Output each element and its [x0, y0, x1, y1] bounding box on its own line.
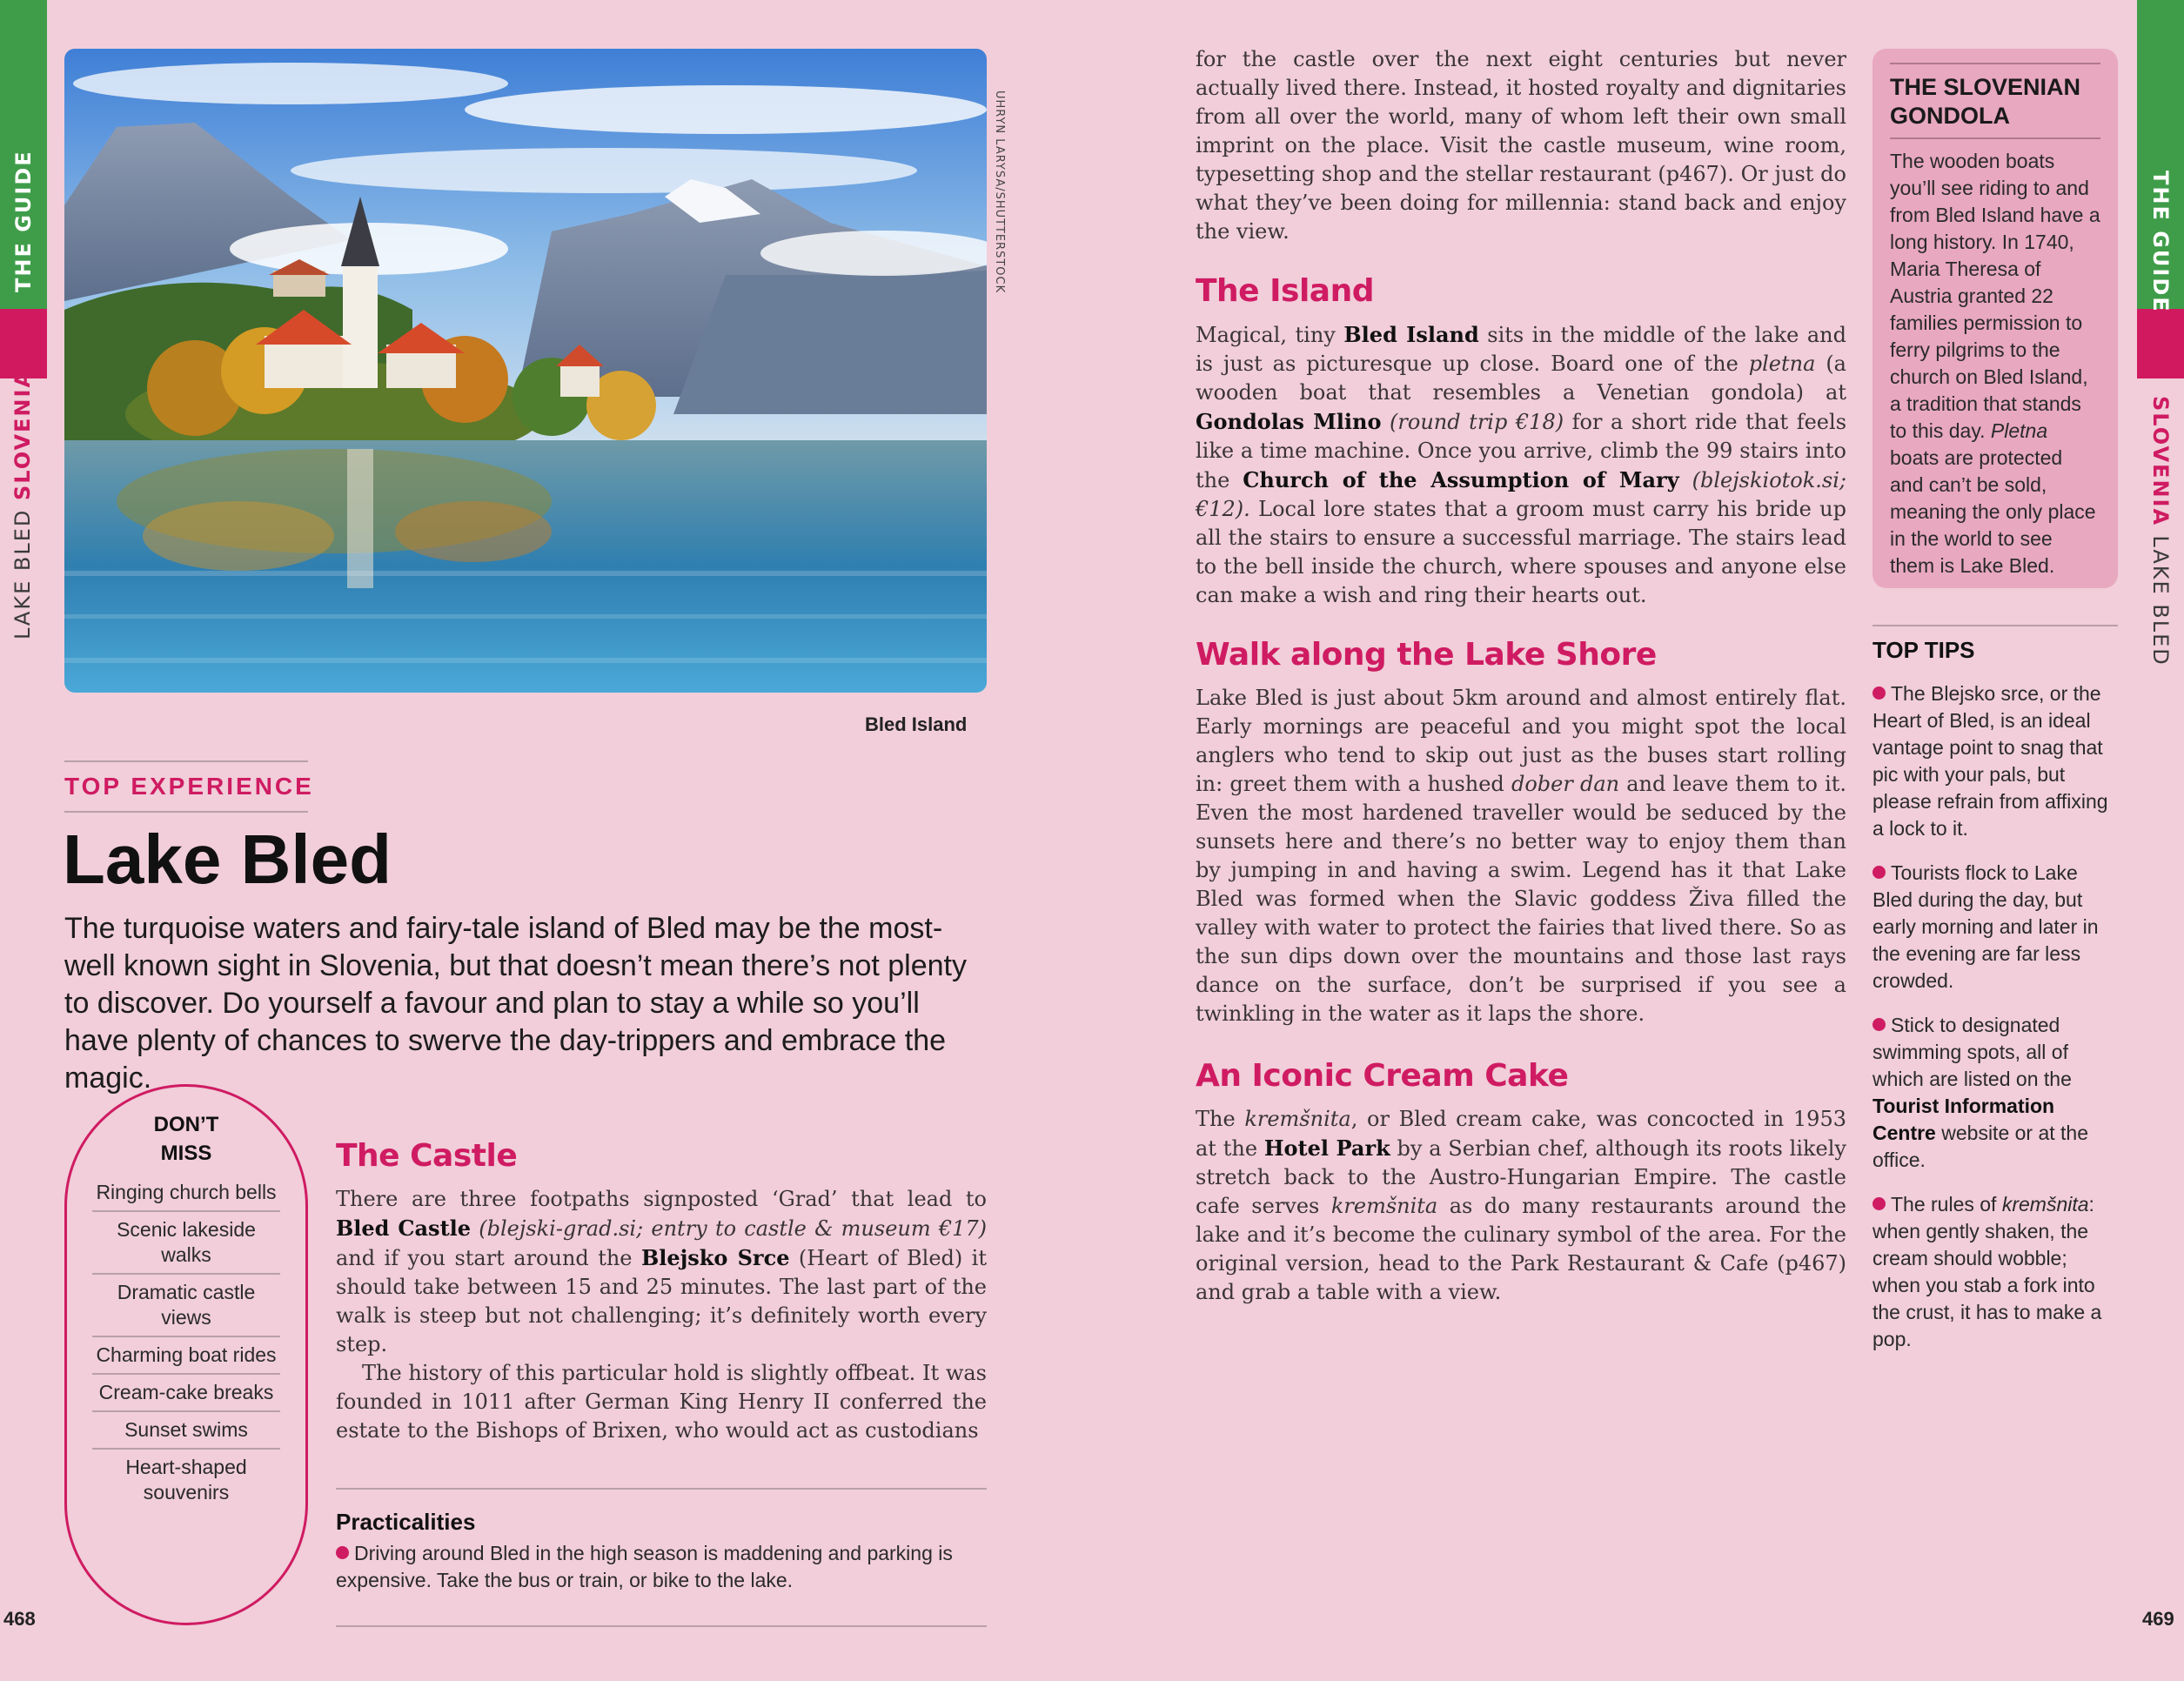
- practicalities-body: Driving around Bled in the high season is maddening and parking is expensive. Take the bus or train, or bike to the lake.: [336, 1542, 953, 1591]
- section-label: TOP EXPERIENCE: [64, 773, 314, 800]
- dont-miss-title: [64, 1110, 308, 1168]
- text-run: Hotel Park: [1263, 1135, 1390, 1161]
- practicalities-text: [336, 1540, 987, 1594]
- tip-item: [1872, 1012, 2118, 1174]
- text-run: dober dan: [1511, 772, 1620, 796]
- list-item: Charming boat rides: [92, 1337, 280, 1375]
- page-title: Lake Bled: [63, 820, 392, 898]
- breadcrumb-place: LAKE BLED: [10, 500, 35, 640]
- text-run: kremšnita: [1330, 1194, 1438, 1218]
- list-item: Sunset swims: [92, 1412, 280, 1450]
- gondola-sidebar: [1872, 49, 2118, 588]
- text-run: Local lore states that a groom must carry his bride up all the stairs to ensure a successful marriage. The stairs lead to the bell inside the church, where spouses and anyone else can make a wish and ring their hearts out.: [1196, 497, 1846, 607]
- bullet-icon: [1872, 686, 1886, 700]
- text-run: The: [1196, 1107, 1245, 1131]
- gondola-text: [1890, 148, 2100, 579]
- text-run: The Blejsko srce, or the Heart of Bled, is an ideal vantage point to snag that pic with your pals, but please refrain from affixing a lock to it.: [1872, 682, 2108, 840]
- breadcrumb-place-right: LAKE BLED: [2148, 535, 2173, 666]
- dont-miss-title-line2: MISS: [160, 1142, 212, 1165]
- text-run: Stick to designated swimming spots, all of which are listed on the: [1872, 1014, 2072, 1090]
- dont-miss-title-line1: DON’T: [153, 1113, 219, 1136]
- text-run: and if you start around the: [336, 1246, 641, 1270]
- page-number-left: 468: [3, 1608, 36, 1630]
- tips-rule: [1872, 625, 2118, 626]
- guide-label-left: THE GUIDE: [11, 150, 36, 292]
- castle-heading: The Castle: [336, 1138, 518, 1174]
- text-run: Church of the Assumption of Mary: [1243, 467, 1679, 492]
- intro-paragraph: The turquoise waters and fairy-tale island of Bled may be the most-well known sight in Slovenia, but that doesn’t mean there’s not plenty to discover. Do yourself a favour and plan to stay a while so you’ll have plenty of chances to swerve the day-trippers and embrace the magic.: [64, 912, 967, 1095]
- walk-text: [1196, 684, 1846, 1028]
- text-run: by a Serbian chef, although its roots likely stretch back to the Austro-Hungarian Empire. The castle cafe serves: [1196, 1136, 1846, 1218]
- text-run: website or at the office.: [1872, 1122, 2089, 1171]
- breadcrumb-right: [2148, 396, 2173, 666]
- practicalities-rule-top: [336, 1488, 987, 1490]
- tip-item: [1872, 860, 2118, 995]
- text-run: Bled Island: [1343, 322, 1479, 347]
- section-tab-left: [0, 309, 47, 378]
- cake-heading: An Iconic Cream Cake: [1196, 1058, 1569, 1094]
- text-run: (round trip €18): [1381, 410, 1564, 434]
- label-rule-top: [64, 760, 308, 762]
- lake-bled-photo: [64, 49, 987, 693]
- cake-text: [1196, 1105, 1846, 1307]
- castle-continued: for the castle over the next eight centuries but never actually lived there. Instead, it hosted royalty and dignitaries from all over the world, many of whom left their own small imprint on the place. Visit the castle museum, wine room, typesetting shop and the stellar restaurant (p467). Or just do what they’ve been doing for millennia: stand back and enjoy the view.: [1196, 47, 1846, 244]
- text-run: Pletna: [1990, 419, 2048, 442]
- bullet-icon: [1872, 866, 1886, 879]
- list-item: Heart-shaped souvenirs: [125, 1456, 247, 1504]
- text-run: There are three footpaths signposted ‘Grad’ that lead to: [336, 1187, 987, 1211]
- island-heading: The Island: [1196, 273, 1374, 309]
- castle-paragraph-2: The history of this particular hold is slightly offbeat. It was founded in 1011 after German King Henry II conferred the estate to the Bishops of Brixen, who would act as custodians: [336, 1361, 987, 1443]
- breadcrumb-left: [10, 370, 35, 640]
- practicalities-rule-bottom: [336, 1625, 987, 1627]
- tip-item: [1872, 1191, 2118, 1353]
- text-run: : when gently shaken, the cream should wobble; when you stab a fork into the crust, it has to make a pop.: [1872, 1193, 2102, 1350]
- text-run: The rules of: [1891, 1193, 2002, 1216]
- guide-label-right: THE GUIDE: [2148, 171, 2173, 313]
- list-item: Scenic lakeside walks: [92, 1212, 280, 1275]
- text-run: Tourists flock to Lake Bled during the day, but early morning and later in the evening are far less crowded.: [1872, 861, 2099, 992]
- text-run: , or Bled cream cake, was concocted in 1953 at the: [1196, 1107, 1846, 1161]
- photo-credit: UHRYN LARYSA/SHUTTERSTOCK: [993, 90, 1006, 294]
- island-text: [1196, 320, 1846, 610]
- bullet-icon: [1872, 1197, 1886, 1210]
- text-run: kremšnita: [2001, 1193, 2089, 1216]
- dont-miss-list: [92, 1175, 280, 1510]
- castle-text: [336, 1185, 987, 1445]
- castle-paragraph-1: [336, 1185, 987, 1359]
- text-run: Gondolas Mlino: [1196, 409, 1382, 434]
- photo-caption: Bled Island: [865, 713, 968, 735]
- list-item: Dramatic castle views: [92, 1275, 280, 1337]
- breadcrumb-country: SLOVENIA: [10, 369, 35, 501]
- list-item: Cream-cake breaks: [92, 1375, 280, 1412]
- gondola-rule-bottom: [1890, 137, 2100, 139]
- page-number-right: 469: [2142, 1608, 2174, 1630]
- gondola-rule-top: [1890, 63, 2100, 64]
- walk-heading: Walk along the Lake Shore: [1196, 637, 1657, 673]
- text-run: Blejsko Srce: [640, 1245, 790, 1270]
- tips-title: TOP TIPS: [1872, 637, 1975, 663]
- text-run: for a short ride that feels like a time machine. Once you arrive, climb the 99 stairs into the: [1196, 410, 1847, 492]
- text-run: and leave them to it. Even the most hardened traveller would be seduced by the sunsets here and there’s no better way to enjoy them than by jumping in and having a swim. Legend has it that Lake Bled was formed when the Slavic goddess Živa filled the valley with water to protect the fairies that lived there. So as the sun dips down over the mountains and those last rays dance on the surface, don’t be surprised if you see a twinkling in the water as it laps the shore.: [1196, 772, 1847, 1026]
- tips-list: [1872, 680, 2118, 1370]
- bullet-icon: [1872, 1018, 1886, 1031]
- text-run: Bled Castle: [336, 1216, 472, 1241]
- text-run: The wooden boats you’ll see riding to and from Bled Island have a long history. In 1740, Maria Theresa of Austria granted 22 families permission to ferry pilgrims to the church on Bled Island, a tradition that stands to this day.: [1890, 150, 2100, 442]
- gondola-title: THE SLOVENIAN GONDOLA: [1890, 74, 2081, 129]
- label-rule-bottom: [64, 811, 308, 813]
- text-run: (blejski-grad.si; entry to castle & museum €17): [471, 1216, 988, 1241]
- breadcrumb-country-right: SLOVENIA: [2148, 396, 2173, 536]
- text-run: Tourist Information Centre: [1872, 1095, 2055, 1144]
- text-run: boats are protected and can’t be sold, meaning the only place in the world to see them is Lake Bled.: [1890, 446, 2096, 577]
- lake-island-illustration: [64, 49, 987, 693]
- text-run: as do many restaurants around the lake and it’s become the culinary symbol of the area. For the original version, head to the Park Restaurant & Cafe (p467) and grab a table with a view.: [1196, 1194, 1846, 1304]
- section-tab-right: [2137, 309, 2184, 378]
- bullet-icon: [336, 1546, 349, 1559]
- tip-item: [1872, 680, 2118, 842]
- text-run: (Heart of Bled) it should take between 15 and 25 minutes. The last part of the walk is steep but not challenging; it’s definitely worth every step.: [336, 1246, 988, 1356]
- text-run: Magical, tiny: [1196, 323, 1344, 347]
- text-run: (a wooden boat that resembles a Venetian gondola) at: [1196, 352, 1846, 405]
- text-run: kremšnita: [1244, 1107, 1351, 1131]
- text-run: Lake Bled is just about 5km around and almost entirely flat. Early mornings are peaceful and you might spot the local anglers who tend to skip out just as the buses start rolling in: greet them with a hushed: [1196, 686, 1846, 796]
- text-run: sits in the middle of the lake and is just as picturesque up close. Board one of the: [1196, 323, 1846, 376]
- practicalities-title: Practicalities: [336, 1509, 476, 1535]
- list-item: Ringing church bells: [92, 1175, 280, 1212]
- text-run: pletna: [1748, 352, 1816, 376]
- text-run: (blejskiotok.si; €12).: [1196, 468, 1846, 521]
